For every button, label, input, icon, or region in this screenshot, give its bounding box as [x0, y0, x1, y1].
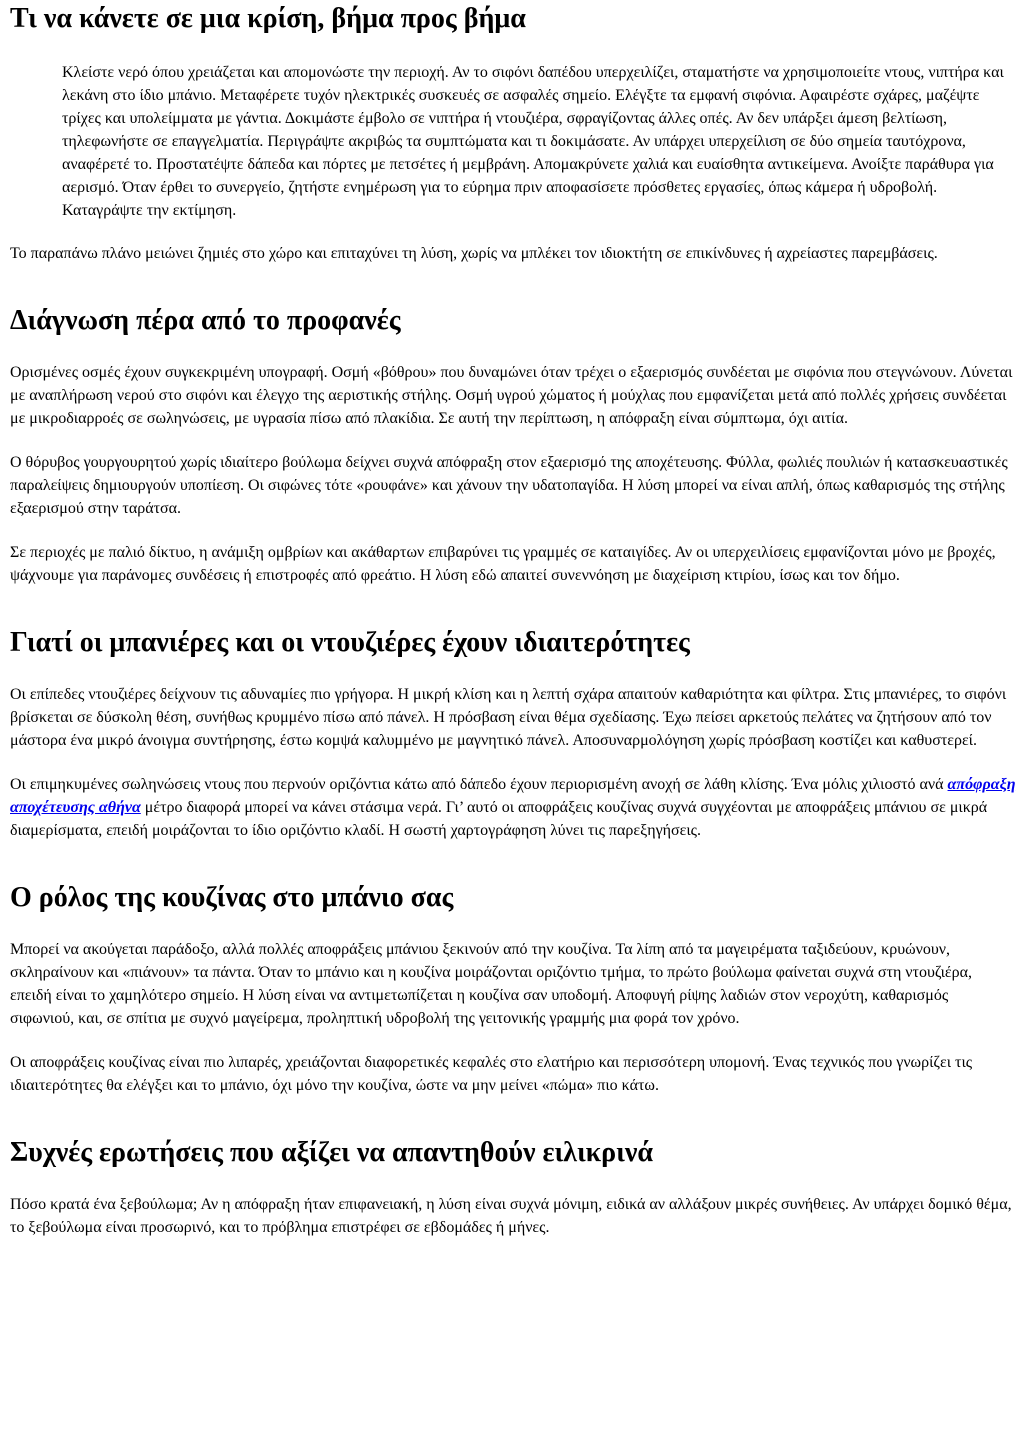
paragraph-text-before-link: Οι επιμηκυμένες σωληνώσεις ντους που περνούν οριζόντια κάτω από δάπεδο έχουν περιορισμένη ανοχή σε λάθη κλίσης. Ένα μόλις χιλιοστό ανά — [10, 776, 948, 793]
paragraph: Ο θόρυβος γουργουρητού χωρίς ιδιαίτερο βούλωμα δείχνει συχνά απόφραξη στον εξαερισμό της αποχέτευσης. Φύλλα, φωλιές πουλιών ή κατασκευαστικές παραλείψεις δημιουργούν υποπίεση. Οι σιφώνες τότε «ρουφάνε» και χάνουν την υδατοπαγίδα. Η λύση μπορεί να είναι απλή, όπως καθαρισμός της στήλης εξαερισμού στην ταράτσα. — [10, 454, 1008, 517]
paragraph: Πόσο κρατά ένα ξεβούλωμα; Αν η απόφραξη ήταν επιφανειακή, η λύση είναι συχνά μόνιμη, ειδικά αν αλλάξουν μικρές συνήθειες. Αν υπάρχει δομικό θέμα, το ξεβούλωμα είναι προσωρινό, και το πρόβλημα επιστρέφει σε εβδομάδες ή μήνες. — [10, 1196, 1012, 1236]
crisis-steps-blockquote: Κλείστε νερό όπου χρειάζεται και απομονώστε την περιοχή. Αν το σιφόνι δαπέδου υπερχειλίζει, σταματήστε να χρησιμοποιείτε ντους, νιπτήρα και λεκάνη στο ίδιο μπάνιο. Μεταφέρετε τυχόν ηλεκτρικές συσκευές σε ασφαλές σημείο. Ελέγξτε τα εμφανή σιφόνια. Αφαιρέστε σχάρες, μαζέψτε τρίχες και υπολείμματα με γάντια. Δοκιμάστε έμβολο σε νιπτήρα ή ντουζιέρα, σφραγίζοντας άλλες οπές. Αν δεν υπάρξει άμεση βελτίωση, τηλεφωνήστε σε επαγγελματία. Περιγράψτε ακριβώς τα συμπτώματα και τι δοκιμάσατε. Αν υπάρχει υπερχείλιση σε δύο σημεία ταυτόχρονα, αναφέρετέ το. Προστατέψτε δάπεδα και πόρτες με πετσέτες ή μεμβράνη. Απομακρύνετε χαλιά και ευαίσθητα αντικείμενα. Ανοίξτε παράθυρα για αερισμό. Όταν έρθει το συνεργείο, ζητήστε ενημέρωση για το εύρημα πριν αποφασίσετε πρόσθετες εργασίες, όπως κάμερα ή υδροβολή. Καταγράψτε την εκτίμηση. — [62, 64, 1004, 219]
paragraph: Οι επίπεδες ντουζιέρες δείχνουν τις αδυναμίες πιο γρήγορα. Η μικρή κλίση και η λεπτή σχάρα απαιτούν καθαριότητα και φίλτρα. Στις μπανιέρες, το σιφόνι βρίσκεται σε δύσκολη θέση, συνήθως κρυμμένο πίσω από πάνελ. Η πρόσβαση είναι θέμα σχεδίασης. Έχω πείσει αρκετούς πελάτες να ζητήσουν από τον μάστορα ένα μικρό άνοιγμα συντήρησης, έστω κομψά καλυμμένο με μαγνητικό πάνελ. Αποσυναρμολόγηση χωρίς πρόσβαση κοστίζει και καθυστερεί. — [10, 686, 1007, 749]
paragraph-with-link — [10, 773, 1016, 842]
section-heading-kitchen: Ο ρόλος της κουζίνας στο μπάνιο σας — [10, 882, 454, 913]
paragraph: Σε περιοχές με παλιό δίκτυο, η ανάμιξη ομβρίων και ακάθαρτων επιβαρύνει τις γραμμές σε καταιγίδες. Αν οι υπερχειλίσεις εμφανίζονται μόνο με βροχές, ψάχνουμε για παράνομες συνδέσεις ή επιστροφές από φρεάτιο. Η λύση εδώ απαιτεί συνεννόηση με διαχείριση κτιρίου, ίσως και τον δήμο. — [10, 544, 996, 584]
paragraph: Μπορεί να ακούγεται παράδοξο, αλλά πολλές αποφράξεις μπάνιου ξεκινούν από την κουζίνα. Τα λίπη από τα μαγειρέματα ταξιδεύουν, κρυώνουν, σκληραίνουν και «πιάνουν» τα πάντα. Όταν το μπάνιο και η κουζίνα μοιράζονται οριζόντιο τμήμα, το πρώτο βούλωμα φαίνεται συχνά στη ντουζιέρα, επειδή είναι το χαμηλότερο σημείο. Η λύση είναι να αντιμετωπίζεται η κουζίνα σαν υποδομή. Αποφυγή ρίψης λαδιών στον νεροχύτη, καθαρισμός σιφωνιού, και, σε σπίτια με συχνό μαγείρεμα, προληπτική υδροβολή της γειτονικής γραμμής μια φορά τον χρόνο. — [10, 941, 972, 1027]
paragraph: Το παραπάνω πλάνο μειώνει ζημιές στο χώρο και επιταχύνει τη λύση, χωρίς να μπλέκει τον ιδιοκτήτη σε επικίνδυνες ή αχρείαστες παρεμβάσεις. — [10, 245, 938, 262]
section-heading-bathtubs-showers: Γιατί οι μπανιέρες και οι ντουζιέρες έχουν ιδιαιτερότητες — [10, 627, 690, 658]
paragraph: Οι αποφράξεις κουζίνας είναι πιο λιπαρές, χρειάζονται διαφορετικές κεφαλές στο ελατήριο και περισσότερη υπομονή. Ένας τεχνικός που γνωρίζει τις ιδιαιτερότητες θα ελέγξει και το μπάνιο, όχι μόνο την κουζίνα, ώστε να μην μείνει «πώμα» πιο κάτω. — [10, 1054, 973, 1094]
section-heading-faq: Συχνές ερωτήσεις που αξίζει να απαντηθούν ειλικρινά — [10, 1137, 653, 1168]
section-heading-diagnosis: Διάγνωση πέρα από το προφανές — [10, 305, 401, 336]
paragraph-text-after-link: μέτρο διαφορά μπορεί να κάνει στάσιμα νερά. Γι’ αυτό οι αποφράξεις κουζίνας συχνά συγχέονται με αποφράξεις μπάνιου σε μικρά διαμερίσματα, επειδή μοιράζονται το ίδιο οριζόντιο κλαδί. Η σωστή χαρτογράφηση λύνει τις παρεξηγήσεις. — [10, 799, 988, 839]
inline-link[interactable]: απόφραξη αποχέτευσης αθήνα — [10, 776, 1016, 816]
section-heading-crisis: Τι να κάνετε σε μια κρίση, βήμα προς βήμα — [10, 3, 526, 34]
paragraph: Ορισμένες οσμές έχουν συγκεκριμένη υπογραφή. Οσμή «βόθρου» που δυναμώνει όταν τρέχει ο εξαερισμός συνδέεται με σιφόνια που στεγνώνουν. Λύνεται με αναπλήρωση νερού στο σιφόνι και έλεγχο της αεριστικής στήλης. Οσμή υγρού χώματος ή μούχλας που εμφανίζεται μετά από πολλές χρήσεις συνδέεται με μικροδιαρροές σε σωληνώσεις, με υγρασία πίσω από πλακίδια. Σε αυτή την περίπτωση, η απόφραξη είναι σύμπτωμα, όχι αιτία. — [10, 364, 1013, 427]
